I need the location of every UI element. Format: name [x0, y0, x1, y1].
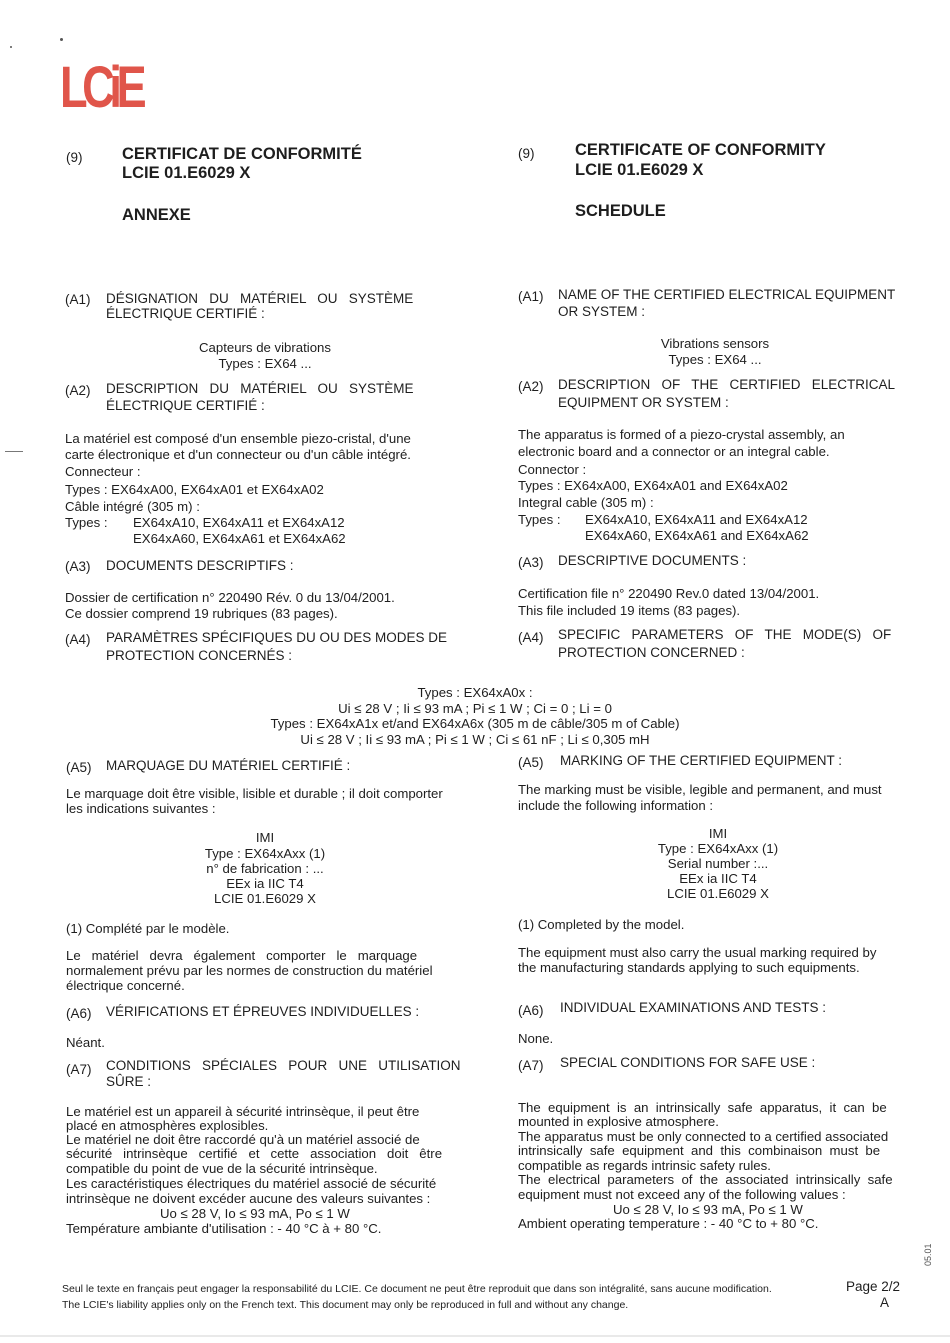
marking-plate-line: IMI	[255, 830, 275, 845]
section-tag: (A5)	[518, 755, 544, 770]
section-a6-answer: Néant.	[66, 1035, 105, 1050]
section-a1-heading: NAME OF THE CERTIFIED ELECTRICAL EQUIPMENT	[558, 287, 896, 302]
annex-heading: ANNEXE	[122, 206, 191, 224]
form-code: 05.01	[923, 1243, 933, 1266]
section-tag: (A2)	[65, 383, 91, 398]
schedule-heading: SCHEDULE	[575, 202, 666, 220]
section-a6-answer: None.	[518, 1031, 554, 1046]
condition-line: compatible du point de vue de la sécurité intrinsèque.	[66, 1161, 378, 1176]
section-tag: (A3)	[518, 555, 544, 570]
marking-plate-line: Serial number :...	[667, 856, 769, 871]
description-line: Types :	[518, 512, 561, 527]
certificate-title: CERTIFICATE OF CONFORMITY	[575, 141, 826, 159]
condition-line: The electrical parameters of the associated intrinsically safe	[518, 1172, 893, 1187]
description-line: EX64xA10, EX64xA11 and EX64xA12	[585, 512, 808, 527]
certificate-title: CERTIFICAT DE CONFORMITÉ	[122, 145, 362, 163]
section-a3-heading: DESCRIPTIVE DOCUMENTS :	[558, 553, 747, 568]
equipment-marking-line: The equipment must also carry the usual marking required by	[518, 945, 877, 960]
condition-line: Le matériel ne doit être raccordé qu'à un matériel associé de	[66, 1132, 420, 1147]
condition-line: equipment must not exceed any of the following values :	[518, 1187, 846, 1202]
margin-mark	[5, 451, 23, 452]
description-line: Types : EX64xA00, EX64xA01 et EX64xA02	[65, 482, 324, 497]
section-a5-heading: MARQUAGE DU MATÉRIEL CERTIFIÉ :	[106, 758, 351, 773]
section-a6-heading: VÉRIFICATIONS ET ÉPREUVES INDIVIDUELLES :	[106, 1004, 420, 1019]
section-a7-heading-cont: SÛRE :	[106, 1074, 152, 1089]
section-tag: (A6)	[66, 1006, 92, 1021]
section-tag: (A5)	[66, 760, 92, 775]
description-line: Câble intégré (305 m) :	[65, 499, 200, 514]
equipment-types: Types : EX64 ...	[668, 352, 762, 367]
parameter-line: Types : EX64xA0x :	[417, 685, 533, 700]
section-a3-heading: DOCUMENTS DESCRIPTIFS :	[106, 558, 294, 573]
section-a7-heading: SPECIAL CONDITIONS FOR SAFE USE :	[560, 1055, 816, 1070]
page-number: Page 2/2	[846, 1279, 901, 1294]
section-tag: (A1)	[518, 289, 544, 304]
marking-plate-line: LCIE 01.E6029 X	[214, 891, 316, 906]
equipment-marking-line: électrique concerné.	[66, 978, 185, 993]
document-line: This file included 19 items (83 pages).	[518, 603, 741, 618]
marking-plate-line: n° de fabrication : ...	[206, 861, 324, 876]
equipment-name: Capteurs de vibrations	[199, 340, 331, 355]
marking-plate-line: IMI	[708, 826, 728, 841]
section-a1-heading-cont: ÉLECTRIQUE CERTIFIÉ :	[106, 306, 265, 321]
condition-line: Le matériel est un appareil à sécurité intrinsèque, il peut être	[66, 1104, 420, 1119]
equipment-marking-line: Le matériel devra également comporter le marquage	[66, 948, 418, 963]
section-a4-heading: PARAMÈTRES SPÉCIFIQUES DU OU DES MODES DE	[106, 630, 448, 645]
scan-dot	[60, 38, 63, 41]
parameter-line: Types : EX64xA1x et/and EX64xA6x (305 m de câble/305 m of Cable)	[270, 716, 680, 731]
parameter-line: Ui ≤ 28 V ; Ii ≤ 93 mA ; Pi ≤ 1 W ; Ci ≤ 61 nF ; Li ≤ 0,305 mH	[300, 732, 650, 747]
description-line: Integral cable (305 m) :	[518, 495, 654, 510]
condition-line: placé en atmosphères explosibles.	[66, 1118, 269, 1133]
certificate-number: LCIE 01.E6029 X	[575, 161, 704, 179]
section-tag: (A4)	[518, 630, 544, 645]
section-tag: (A4)	[65, 632, 91, 647]
condition-line: Les caractéristiques électriques du matériel associé de sécurité	[66, 1176, 437, 1191]
section-tag: (A1)	[65, 292, 91, 307]
marking-plate-line: Type : EX64xAxx (1)	[204, 846, 326, 861]
item-number: (9)	[518, 146, 535, 161]
footer-french-disclaimer: Seul le texte en français peut engager la responsabilité du LCIE. Ce document ne peut être reproduit que dans son intégralité, sans aucune modification.	[62, 1283, 772, 1295]
model-note: (1) Complété par le modèle.	[66, 921, 230, 936]
section-a1-heading: DÉSIGNATION DU MATÉRIEL OU SYSTÈME	[106, 291, 414, 306]
description-line: Types :	[65, 515, 108, 530]
equipment-types: Types : EX64 ...	[218, 356, 312, 371]
revision-letter: A	[880, 1295, 890, 1310]
condition-line: Ambient operating temperature : - 40 °C to + 80 °C.	[518, 1216, 819, 1231]
section-a2-heading: DESCRIPTION OF THE CERTIFIED ELECTRICAL	[558, 377, 896, 392]
description-line: Connector :	[518, 462, 587, 477]
section-a4-heading-cont: PROTECTION CONCERNÉS :	[106, 648, 293, 663]
condition-values: Uo ≤ 28 V, Io ≤ 93 mA, Po ≤ 1 W	[613, 1202, 803, 1217]
document-line: Certification file n° 220490 Rev.0 dated 13/04/2001.	[518, 586, 820, 601]
section-a2-heading: DESCRIPTION DU MATÉRIEL OU SYSTÈME	[106, 381, 414, 396]
condition-line: mounted in explosive atmosphere.	[518, 1114, 719, 1129]
footer-english-disclaimer: The LCIE's liability applies only on the French text. This document may only be reproduced in full and without any change.	[62, 1299, 629, 1311]
parameter-line: Ui ≤ 28 V ; Ii ≤ 93 mA ; Pi ≤ 1 W ; Ci = 0 ; Li = 0	[338, 701, 612, 716]
section-tag: (A7)	[518, 1058, 544, 1073]
section-a2-heading-cont: ÉLECTRIQUE CERTIFIÉ :	[106, 398, 265, 413]
condition-line: intrinsically safe equipment and this combinaison must be	[518, 1143, 881, 1158]
section-tag: (A2)	[518, 379, 544, 394]
equipment-marking-line: the manufacturing standards applying to such equipments.	[518, 960, 860, 975]
description-line: EX64xA60, EX64xA61 and EX64xA62	[585, 528, 809, 543]
condition-line: sécurité intrinsèque certifié et cette association doit être	[66, 1146, 443, 1161]
section-a2-heading-cont: EQUIPMENT OR SYSTEM :	[558, 395, 729, 410]
description-line: Connecteur :	[65, 464, 141, 479]
condition-line: intrinsèque ne doivent excéder aucune des valeurs suivantes :	[66, 1191, 431, 1206]
section-tag: (A7)	[66, 1062, 92, 1077]
page-edge	[0, 1335, 950, 1337]
section-tag: (A6)	[518, 1003, 544, 1018]
section-tag: (A3)	[65, 559, 91, 574]
certificate-number: LCIE 01.E6029 X	[122, 164, 251, 182]
marking-plate-line: EEx ia IIC T4	[679, 871, 757, 886]
item-number: (9)	[66, 150, 83, 165]
section-a4-heading: SPECIFIC PARAMETERS OF THE MODE(S) OF	[558, 627, 892, 642]
lcie-logo: LCiE	[60, 55, 142, 120]
marking-plate-line: LCIE 01.E6029 X	[667, 886, 769, 901]
section-a1-heading-cont: OR SYSTEM :	[558, 304, 646, 319]
equipment-marking-line: normalement prévu par les normes de construction du matériel	[66, 963, 433, 978]
marking-line: Le marquage doit être visible, lisible et durable ; il doit comporter	[66, 786, 443, 801]
marking-plate-line: EEx ia IIC T4	[226, 876, 304, 891]
marking-line: les indications suivantes :	[66, 801, 216, 816]
condition-line: Température ambiante d'utilisation : - 40 °C à + 80 °C.	[66, 1221, 382, 1236]
description-line: EX64xA60, EX64xA61 et EX64xA62	[133, 531, 346, 546]
condition-line: compatible as regards intrinsic safety rules.	[518, 1158, 771, 1173]
condition-line: The equipment is an intrinsically safe apparatus, it can be	[518, 1100, 887, 1115]
description-line: EX64xA10, EX64xA11 et EX64xA12	[133, 515, 345, 530]
condition-line: The apparatus must be only connected to a certified associated	[518, 1129, 889, 1144]
section-a5-heading: MARKING OF THE CERTIFIED EQUIPMENT :	[560, 753, 843, 768]
model-note: (1) Completed by the model.	[518, 917, 685, 932]
description-line: La matériel est composé d'un ensemble piezo-cristal, d'une	[65, 431, 411, 446]
description-line: electronic board and a connector or an integral cable.	[518, 444, 830, 459]
description-line: carte électronique et d'un connecteur ou d'un câble intégré.	[65, 447, 411, 462]
document-line: Dossier de certification n° 220490 Rév. 0 du 13/04/2001.	[65, 590, 395, 605]
marking-line: The marking must be visible, legible and permanent, and must	[518, 782, 882, 797]
description-line: Types : EX64xA00, EX64xA01 and EX64xA02	[518, 478, 788, 493]
equipment-name: Vibrations sensors	[660, 336, 770, 351]
section-a7-heading: CONDITIONS SPÉCIALES POUR UNE UTILISATION	[106, 1058, 461, 1073]
document-line: Ce dossier comprend 19 rubriques (83 pages).	[65, 606, 338, 621]
section-a4-heading-cont: PROTECTION CONCERNED :	[558, 645, 745, 660]
condition-values: Uo ≤ 28 V, Io ≤ 93 mA, Po ≤ 1 W	[160, 1206, 350, 1221]
marking-line: include the following information :	[518, 798, 713, 813]
marking-plate-line: Type : EX64xAxx (1)	[657, 841, 779, 856]
section-a6-heading: INDIVIDUAL EXAMINATIONS AND TESTS :	[560, 1000, 827, 1015]
description-line: The apparatus is formed of a piezo-crystal assembly, an	[518, 427, 845, 442]
scan-dot	[10, 46, 12, 48]
